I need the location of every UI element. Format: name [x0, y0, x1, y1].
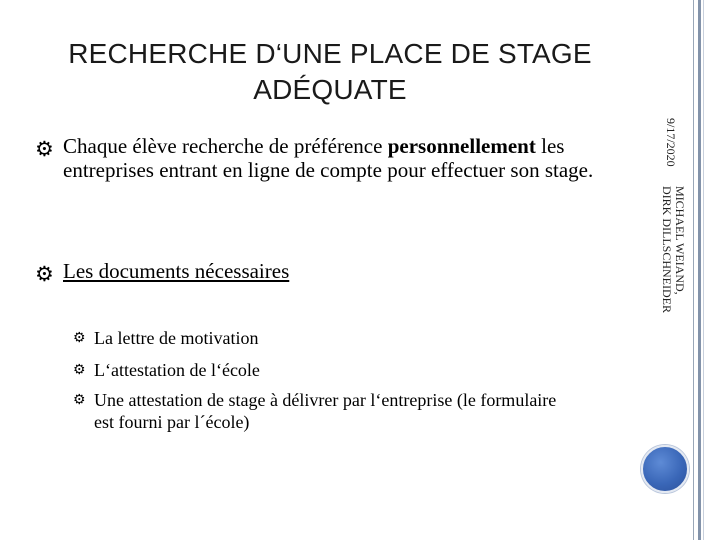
decorative-stripe	[698, 0, 701, 540]
slide-title	[30, 36, 630, 108]
bullet-1-text-bold: personnellement	[387, 134, 536, 158]
sub-bullet-2: L‘attestation de l‘école	[94, 360, 260, 380]
gear-icon: ⚙	[73, 363, 86, 378]
bullet-2: Les documents nécessaires	[63, 259, 290, 283]
bullet-1-text-before: Chaque élève recherche de préférence	[63, 134, 388, 158]
author-line-2: DIRK DILLSCHNEIDER	[660, 186, 674, 313]
slide-date: 9/17/2020	[664, 118, 678, 167]
decorative-stripe	[693, 0, 694, 540]
bullet-1-text-after: les entreprises entrant en ligne de compte pour effectuer son stage.	[63, 134, 594, 182]
sub-bullet-3: Une attestation de stage à délivrer par l‘entreprise (le formulaire est fourni par l´école)	[94, 390, 557, 432]
author-line-1: MICHAEL WEIAND,	[673, 186, 687, 295]
gear-icon: ⚙	[73, 393, 86, 408]
sub-bullet-1: La lettre de motivation	[94, 328, 259, 348]
gear-icon: ⚙	[73, 331, 86, 346]
slide-author	[660, 186, 686, 313]
gear-icon: ⚙	[35, 262, 54, 286]
decorative-stripe	[703, 0, 704, 540]
gear-icon: ⚙	[35, 137, 54, 161]
title-line-2: ADÉQUATE	[253, 74, 407, 105]
decorative-circle	[641, 445, 689, 493]
title-line-1: RECHERCHE D‘UNE PLACE DE STAGE	[68, 38, 592, 69]
bullet-1	[63, 134, 623, 182]
